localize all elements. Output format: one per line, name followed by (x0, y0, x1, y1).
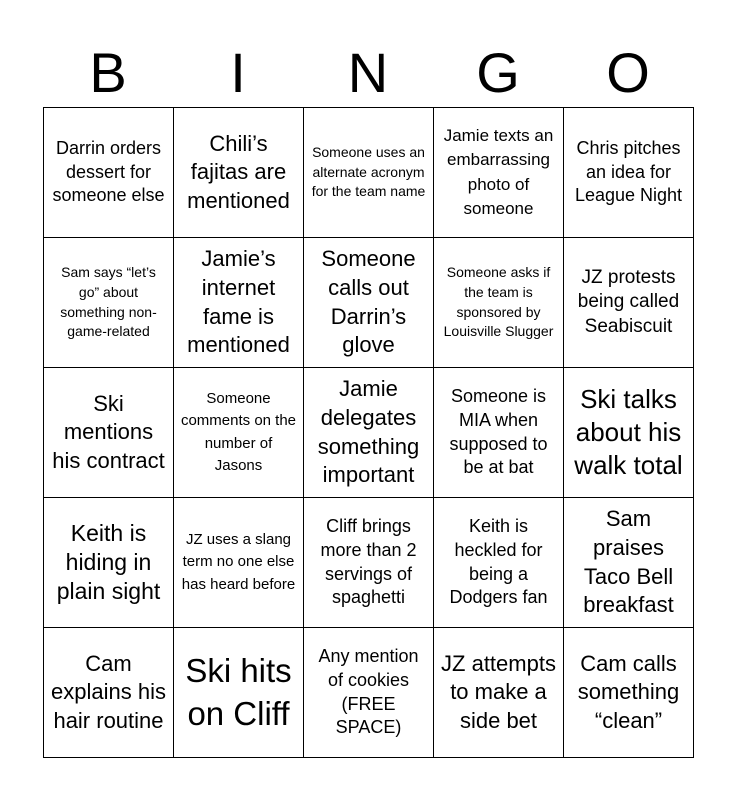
header-letter-i: I (230, 41, 246, 104)
bingo-cell-text: JZ uses a slang term no one else has heard before (181, 530, 296, 593)
bingo-cell-text: Someone uses an alternate acronym for the team name (311, 143, 426, 200)
bingo-cell-text: Darrin orders dessert for someone else (52, 137, 165, 206)
bingo-cell-text: Any mention of cookies (FREE SPACE) (318, 646, 419, 738)
bingo-cell[interactable] (174, 108, 304, 238)
bingo-cell-text: Ski mentions his contract (52, 390, 165, 473)
header-letter-g: G (476, 41, 520, 104)
bingo-cell[interactable] (174, 628, 304, 758)
bingo-cell[interactable] (304, 238, 434, 368)
bingo-cell[interactable] (434, 108, 564, 238)
bingo-cell-text: Chili’s fajitas are mentioned (187, 130, 290, 213)
bingo-cell[interactable] (44, 628, 174, 758)
bingo-cell-text: JZ attempts to make a side bet (441, 650, 556, 733)
bingo-cell-text: Jamie’s internet fame is mentioned (187, 246, 290, 358)
bingo-cell[interactable] (44, 108, 174, 238)
bingo-cell-text: Jamie delegates something important (317, 376, 420, 488)
bingo-cell[interactable] (304, 368, 434, 498)
bingo-cell[interactable] (174, 498, 304, 628)
bingo-cell-text: Jamie texts an embarrassing photo of someone (443, 126, 554, 218)
bingo-cell-text: Cam explains his hair routine (51, 650, 166, 733)
bingo-cell[interactable] (564, 238, 694, 368)
bingo-cell[interactable] (564, 498, 694, 628)
header-letter-b: B (89, 41, 127, 104)
bingo-cell[interactable] (44, 368, 174, 498)
bingo-cell[interactable] (304, 498, 434, 628)
bingo-cell-text: Someone is MIA when supposed to be at bat (449, 386, 548, 478)
header-letter-n: N (347, 41, 389, 104)
bingo-header (43, 38, 693, 108)
bingo-cell[interactable] (434, 238, 564, 368)
bingo-cell[interactable] (304, 108, 434, 238)
bingo-card-grid (43, 107, 694, 758)
bingo-cell-text: Cliff brings more than 2 servings of spaghetti (320, 516, 417, 608)
bingo-cell-text: Cam calls something “clean” (577, 650, 680, 733)
bingo-cell[interactable] (44, 498, 174, 628)
bingo-cell-text: Sam says “let’s go” about something non-game-related (60, 263, 157, 340)
bingo-cell-text: Someone asks if the team is sponsored by Louisville Slugger (443, 263, 554, 340)
bingo-cell-text: Ski hits on Cliff (185, 652, 292, 732)
bingo-cell[interactable] (434, 628, 564, 758)
bingo-cell[interactable] (174, 368, 304, 498)
bingo-cell-text: JZ protests being called Seabiscuit (577, 267, 680, 337)
bingo-cell[interactable] (44, 238, 174, 368)
bingo-cell[interactable] (564, 628, 694, 758)
bingo-cell-text: Sam praises Taco Bell breakfast (583, 506, 674, 618)
bingo-cell[interactable] (434, 368, 564, 498)
bingo-cell[interactable] (564, 108, 694, 238)
bingo-cell-text: Keith is heckled for being a Dodgers fan (449, 516, 548, 608)
header-letter-o: O (606, 41, 650, 104)
bingo-cell[interactable] (174, 238, 304, 368)
bingo-cell-text: Someone calls out Darrin’s glove (321, 246, 416, 358)
bingo-cell[interactable] (304, 628, 434, 758)
bingo-cell-text: Someone comments on the number of Jasons (180, 389, 297, 474)
bingo-cell-text: Keith is hiding in plain sight (56, 520, 161, 604)
bingo-cell[interactable] (434, 498, 564, 628)
bingo-cell-text: Chris pitches an idea for League Night (574, 137, 683, 206)
bingo-cell[interactable] (564, 368, 694, 498)
bingo-cell-text: Ski talks about his walk total (574, 383, 683, 480)
